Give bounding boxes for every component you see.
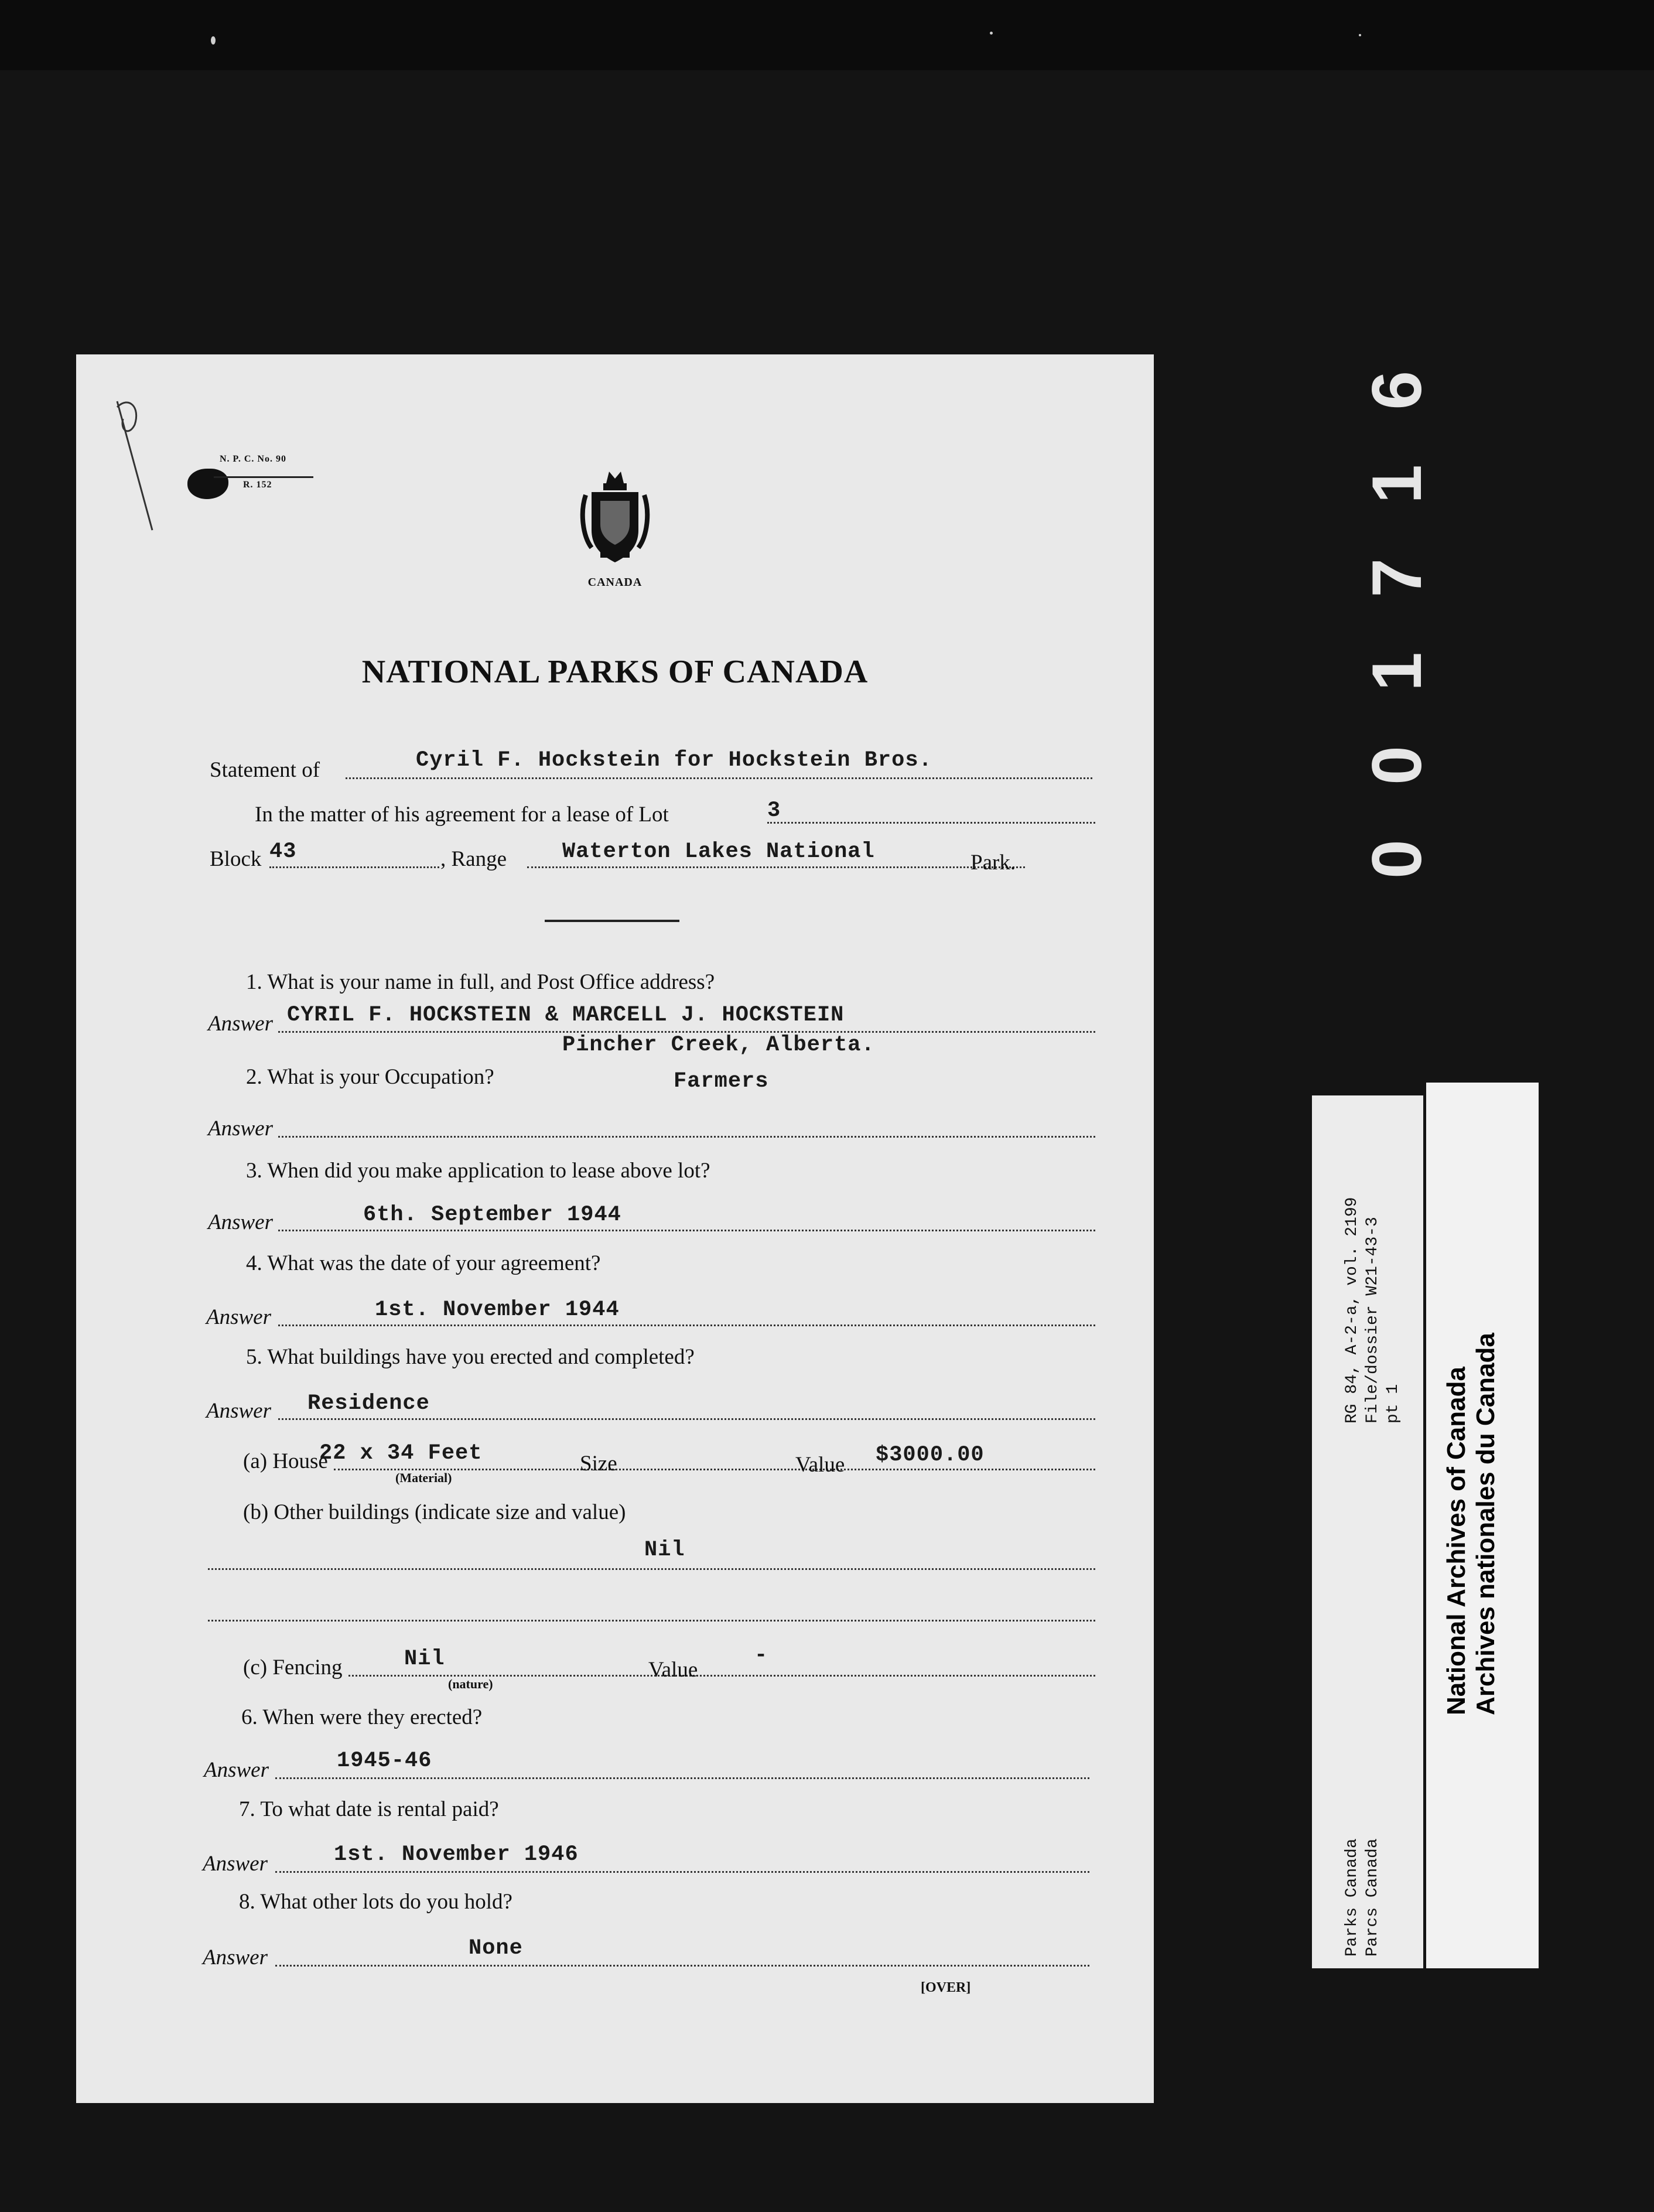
answer-3-label: Answer [208, 1210, 273, 1234]
answer-4-value: 1st. November 1944 [375, 1298, 620, 1322]
answer-6-value: 1945-46 [337, 1749, 432, 1773]
fencing-value: - [754, 1643, 768, 1668]
lease-statement-form [76, 354, 1154, 2103]
park-label: Park. [970, 851, 1016, 875]
block-line [269, 866, 439, 868]
answer-4-line [278, 1325, 1095, 1326]
statement-of-label: Statement of [210, 758, 320, 782]
question-7: 7. To what date is rental paid? [239, 1797, 499, 1821]
other-buildings-line-1 [208, 1568, 1095, 1570]
frame-number [1338, 305, 1455, 890]
block-label: Block [210, 847, 262, 871]
fencing-nature-value: Nil [404, 1647, 445, 1671]
agency-english: Parks Canada [1343, 1838, 1361, 1957]
canada-coat-of-arms-icon [580, 466, 650, 565]
form-code: N. P. C. No. 90 [220, 454, 286, 464]
block-value: 43 [269, 839, 297, 864]
fencing-value-label: Value [648, 1658, 698, 1682]
other-buildings-line-2 [208, 1620, 1095, 1622]
range-line [527, 866, 1025, 868]
matter-label: In the matter of his agreement for a lease of Lot [255, 803, 669, 827]
answer-4-label: Answer [206, 1305, 271, 1329]
form-revision: R. 152 [243, 480, 272, 490]
question-5c-fencing: (c) Fencing [243, 1655, 343, 1680]
pencil-annotation [94, 384, 164, 536]
agency-french: Parcs Canada [1363, 1838, 1382, 1957]
question-2: 2. What is your Occupation? [246, 1065, 494, 1089]
question-3: 3. When did you make application to lease above lot? [246, 1159, 710, 1183]
answer-6-line [275, 1777, 1089, 1779]
range-value: Waterton Lakes National [562, 839, 875, 864]
question-1: 1. What is your name in full, and Post Office address? [246, 970, 715, 994]
over-marker: [OVER] [921, 1980, 971, 1995]
answer-6-label: Answer [204, 1758, 269, 1782]
house-material-value: 22 x 34 Feet [319, 1441, 483, 1466]
answer-5-line [278, 1418, 1095, 1420]
crest-label: CANADA [587, 576, 643, 589]
house-value-label: Value [795, 1453, 845, 1477]
form-code-rule [214, 476, 313, 478]
archive-reference-line-1: RG 84, A-2-a, vol. 2199 [1343, 1197, 1361, 1424]
answer-8-line [275, 1965, 1089, 1967]
answer-1-label: Answer [208, 1012, 273, 1036]
question-4: 4. What was the date of your agreement? [246, 1251, 601, 1275]
answer-3-value: 6th. September 1944 [363, 1203, 621, 1227]
archives-name-english: National Archives of Canada [1442, 1367, 1471, 1715]
statement-of-value: Cyril F. Hockstein for Hockstein Bros. [416, 748, 932, 773]
answer-2-line [278, 1136, 1095, 1138]
archive-reference-slip [1312, 1095, 1423, 1968]
lot-value: 3 [767, 798, 781, 823]
range-label: , Range [440, 847, 507, 871]
answer-1-name: CYRIL F. HOCKSTEIN & MARCELL J. HOCKSTEIN [287, 1003, 845, 1028]
answer-5-label: Answer [206, 1399, 271, 1423]
answer-8-value: None [469, 1936, 523, 1961]
archive-reference-line-3: pt 1 [1384, 1384, 1402, 1424]
question-5a-house: (a) House [243, 1449, 328, 1473]
size-label: Size [580, 1452, 617, 1476]
answer-7-label: Answer [203, 1852, 268, 1876]
question-5b: (b) Other buildings (indicate size and value) [243, 1500, 626, 1524]
answer-8-label: Answer [203, 1945, 268, 1969]
question-6: 6. When were they erected? [241, 1705, 483, 1729]
answer-3-line [278, 1230, 1095, 1231]
question-8: 8. What other lots do you hold? [239, 1890, 512, 1914]
question-5: 5. What buildings have you erected and completed? [246, 1345, 695, 1369]
archives-label-slip [1426, 1083, 1539, 1968]
film-edge [0, 0, 1654, 70]
answer-2-value: Farmers [674, 1069, 769, 1094]
statement-of-line [346, 777, 1092, 779]
other-buildings-value: Nil [644, 1538, 685, 1562]
separator-rule [545, 920, 679, 922]
form-title: NATIONAL PARKS OF CANADA [361, 654, 869, 690]
archives-name-french: Archives nationales du Canada [1471, 1333, 1500, 1715]
answer-7-value: 1st. November 1946 [334, 1842, 579, 1867]
answer-5-value: Residence [307, 1391, 430, 1416]
ink-blot [187, 469, 228, 499]
nature-caption: (nature) [448, 1677, 493, 1691]
lot-line [767, 822, 1095, 824]
answer-7-line [275, 1871, 1089, 1873]
frame-number-text: 0 0 1 7 1 6 [1358, 353, 1436, 879]
answer-1-address: Pincher Creek, Alberta. [562, 1033, 875, 1057]
archive-reference-line-2: File/dossier W21-43-3 [1363, 1217, 1382, 1424]
answer-2-label: Answer [208, 1117, 273, 1141]
material-caption: (Material) [395, 1470, 452, 1485]
house-value: $3000.00 [876, 1443, 985, 1467]
